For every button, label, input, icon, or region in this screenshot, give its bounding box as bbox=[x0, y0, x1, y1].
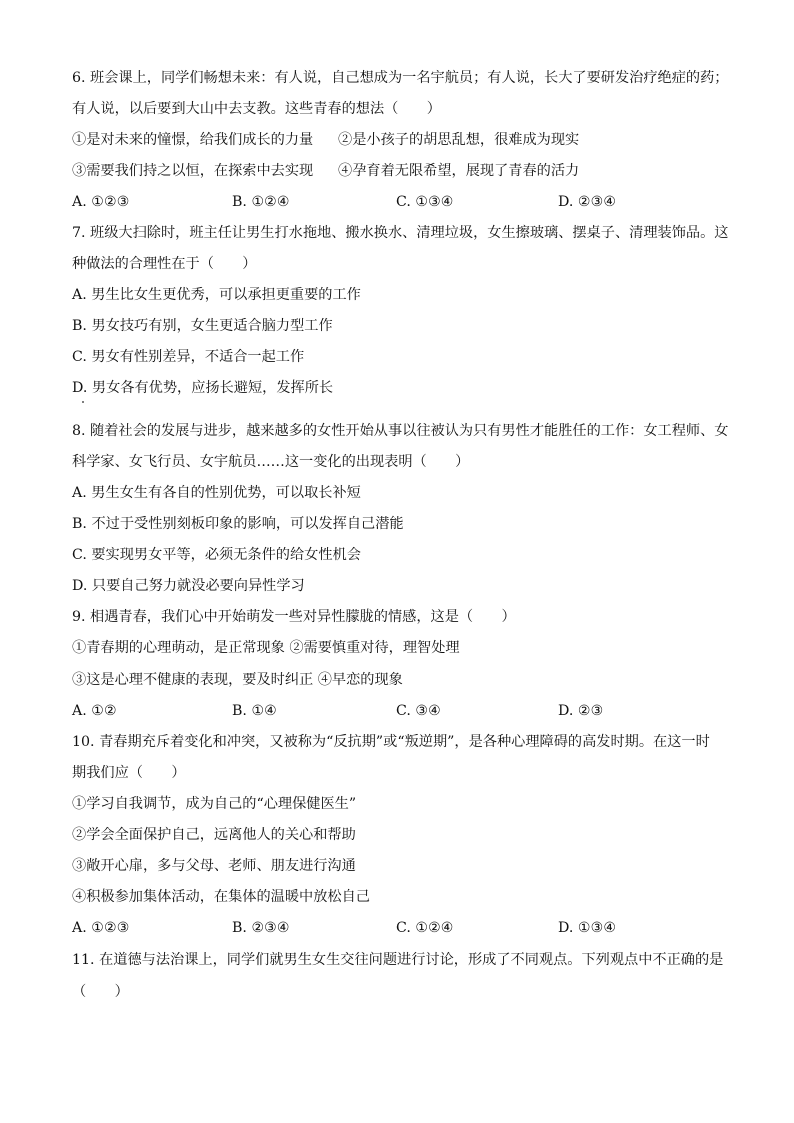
q7-option-d[interactable]: D. 男女各有优势，应扬长避短，发挥所长 bbox=[72, 380, 334, 396]
q9-statements-3-4: ③这是心理不健康的表现，要及时纠正 ④早恋的现象 bbox=[72, 672, 403, 688]
q6-option-d[interactable]: D. ②③④ bbox=[558, 194, 617, 210]
q10-option-a[interactable]: A. ①②③ bbox=[72, 920, 130, 936]
q6-stem-line1: 6. 班会课上，同学们畅想未来：有人说，自己想成为一名宇航员；有人说，长大了要研发治疗绝症的药； bbox=[72, 70, 729, 86]
q11-stem-line2: （ ） bbox=[72, 984, 129, 1000]
q9-option-a[interactable]: A. ①② bbox=[72, 703, 117, 719]
q9-option-b[interactable]: B. ①④ bbox=[232, 703, 277, 719]
q10-option-c[interactable]: C. ①②④ bbox=[396, 920, 454, 936]
q10-options bbox=[72, 918, 732, 938]
q9-options bbox=[72, 701, 732, 721]
q10-stem-line1: 10. 青春期充斥着变化和冲突，又被称为“反抗期”或“叛逆期”，是各种心理障碍的高发时期。在这一时 bbox=[72, 734, 710, 750]
q10-statement-3: ③敞开心扉，多与父母、老师、朋友进行沟通 bbox=[72, 858, 356, 874]
q10-option-d[interactable]: D. ①③④ bbox=[558, 920, 617, 936]
q9-option-c[interactable]: C. ③④ bbox=[396, 703, 441, 719]
stray-mark bbox=[82, 401, 84, 403]
q7-option-a[interactable]: A. 男生比女生更优秀，可以承担更重要的工作 bbox=[72, 287, 361, 303]
q10-statement-1: ①学习自我调节，成为自己的“心理保健医生” bbox=[72, 796, 357, 812]
q8-option-c[interactable]: C. 要实现男女平等，必须无条件的给女性机会 bbox=[72, 547, 361, 563]
q6-statement-1: ①是对未来的憧憬，给我们成长的力量 bbox=[72, 132, 314, 148]
q8-stem-line2: 科学家、女飞行员、女宇航员……这一变化的出现表明（ ） bbox=[72, 454, 470, 470]
q11-stem-line1: 11. 在道德与法治课上，同学们就男生女生交往问题进行讨论，形成了不同观点。下列观点中不正确的是 bbox=[72, 952, 724, 968]
q7-stem-line1: 7. 班级大扫除时，班主任让男生打水拖地、搬水换水、清理垃圾，女生擦玻璃、摆桌子、清理装饰品。这 bbox=[72, 225, 729, 241]
q6-statement-4: ④孕育着无限希望，展现了青春的活力 bbox=[338, 163, 580, 179]
q9-option-d[interactable]: D. ②③ bbox=[558, 703, 604, 719]
q8-stem-line1: 8. 随着社会的发展与进步，越来越多的女性开始从事以往被认为只有男性才能胜任的工作：女工程师、女 bbox=[72, 423, 729, 439]
q6-statements-row1 bbox=[72, 130, 732, 150]
q6-stem-line2: 有人说，以后要到大山中去支教。这些青春的想法（ ） bbox=[72, 101, 441, 117]
q7-option-c[interactable]: C. 男女有性别差异，不适合一起工作 bbox=[72, 349, 305, 365]
q6-options bbox=[72, 192, 732, 212]
q8-option-b[interactable]: B. 不过于受性别刻板印象的影响，可以发挥自己潜能 bbox=[72, 516, 404, 532]
q9-stem-line1: 9. 相遇青春，我们心中开始萌发一些对异性朦胧的情感，这是（ ） bbox=[72, 609, 516, 625]
q6-option-b[interactable]: B. ①②④ bbox=[232, 194, 290, 210]
q8-option-a[interactable]: A. 男生女生有各自的性别优势，可以取长补短 bbox=[72, 485, 361, 501]
q7-option-b[interactable]: B. 男女技巧有别，女生更适合脑力型工作 bbox=[72, 318, 333, 334]
q6-option-c[interactable]: C. ①③④ bbox=[396, 194, 454, 210]
q6-option-a[interactable]: A. ①②③ bbox=[72, 194, 130, 210]
q8-option-d[interactable]: D. 只要自己努力就没必要向异性学习 bbox=[72, 578, 305, 594]
q6-statements-row2 bbox=[72, 161, 732, 181]
q9-statements-1-2: ①青春期的心理萌动，是正常现象 ②需要慎重对待，理智处理 bbox=[72, 640, 460, 656]
q10-statement-4: ④积极参加集体活动，在集体的温暖中放松自己 bbox=[72, 889, 370, 905]
q6-statement-2: ②是小孩子的胡思乱想，很难成为现实 bbox=[338, 132, 580, 148]
q7-stem-line2: 种做法的合理性在于（ ） bbox=[72, 256, 257, 272]
q6-statement-3: ③需要我们持之以恒，在探索中去实现 bbox=[72, 163, 314, 179]
q10-option-b[interactable]: B. ②③④ bbox=[232, 920, 290, 936]
q10-stem-line2: 期我们应（ ） bbox=[72, 765, 186, 781]
q10-statement-2: ②学会全面保护自己，远离他人的关心和帮助 bbox=[72, 827, 356, 843]
